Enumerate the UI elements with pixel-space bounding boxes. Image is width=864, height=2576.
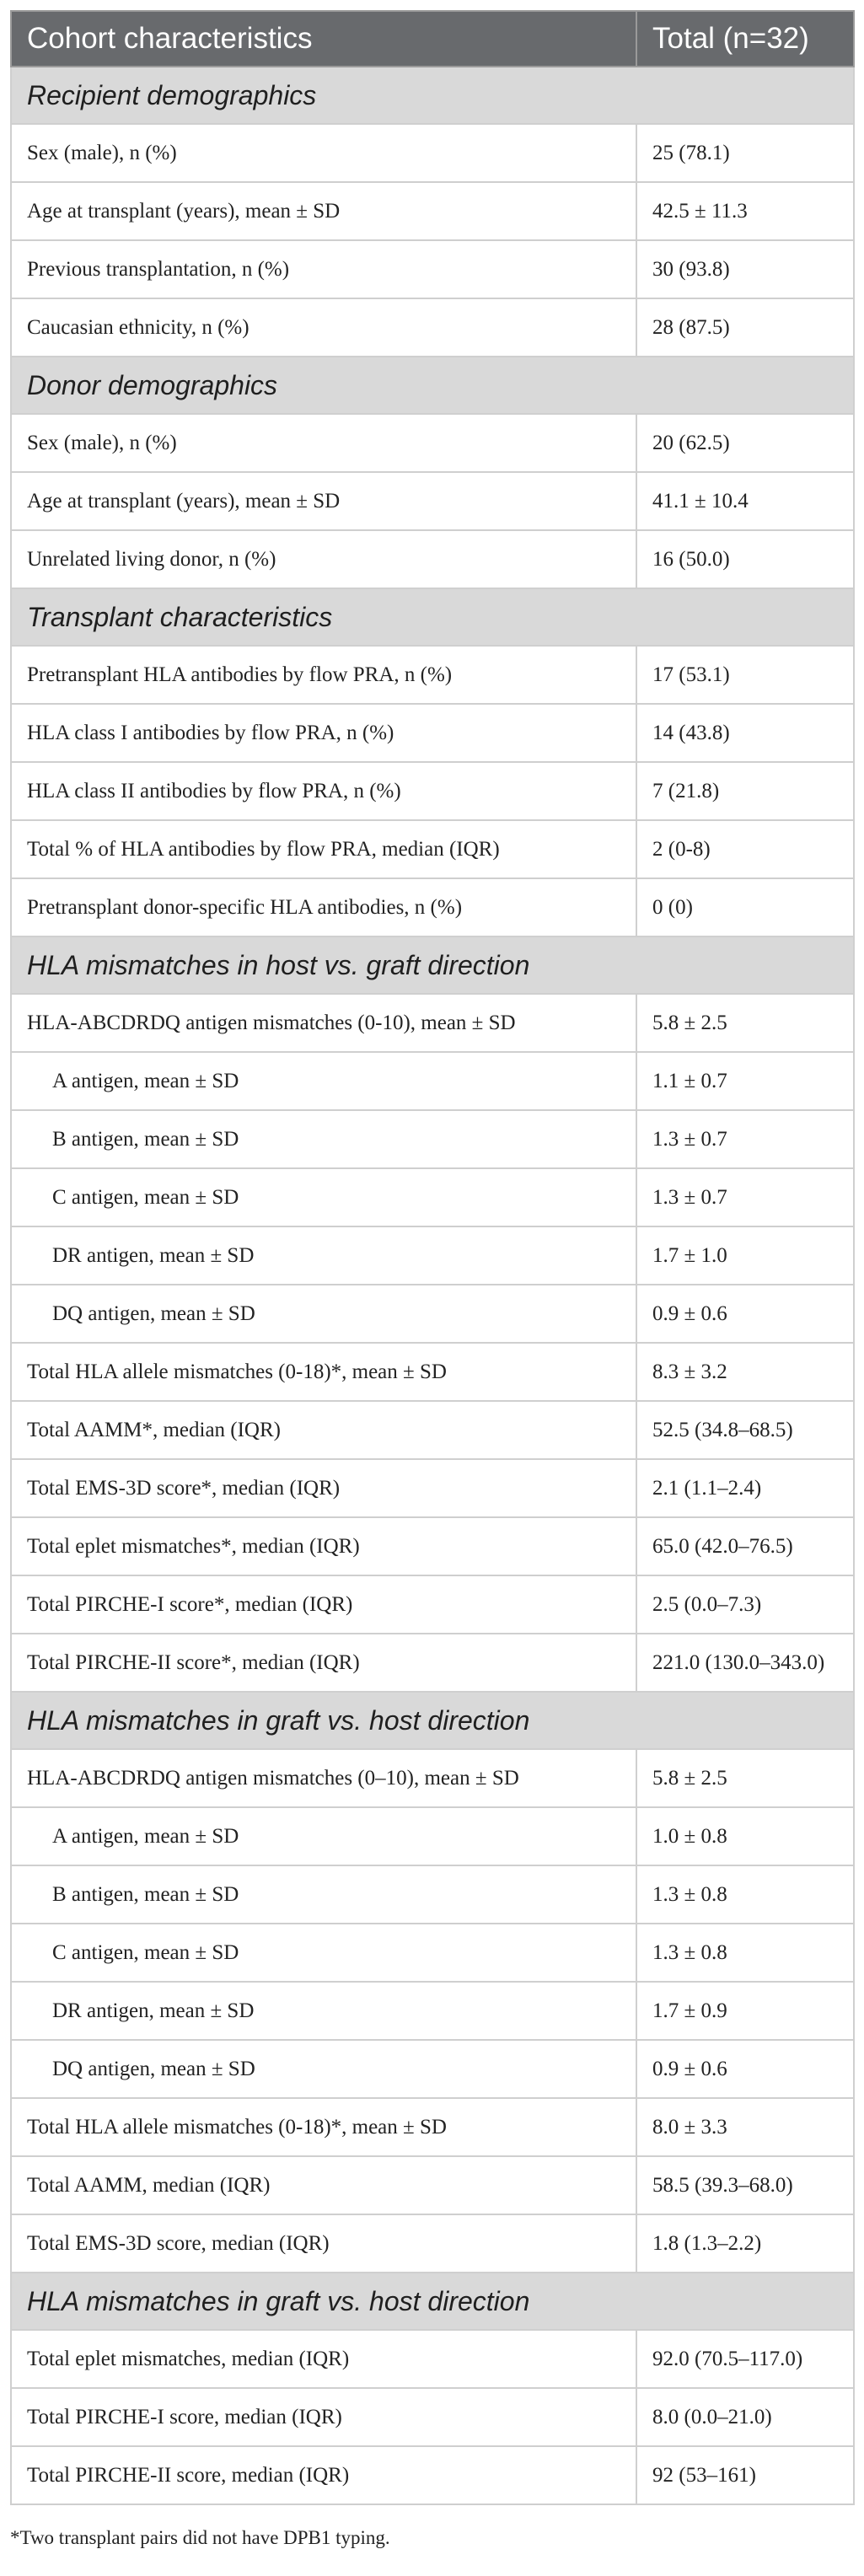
row-value: 16 (50.0) bbox=[636, 530, 854, 588]
table-row bbox=[11, 1924, 854, 1982]
row-label: C antigen, mean ± SD bbox=[11, 1168, 636, 1226]
table-row bbox=[11, 1517, 854, 1575]
row-label: Total eplet mismatches*, median (IQR) bbox=[11, 1517, 636, 1575]
row-value: 52.5 (34.8–68.5) bbox=[636, 1401, 854, 1459]
table-row bbox=[11, 1052, 854, 1110]
table-row bbox=[11, 1110, 854, 1168]
row-value: 8.0 ± 3.3 bbox=[636, 2098, 854, 2156]
table-row bbox=[11, 240, 854, 298]
row-value: 8.3 ± 3.2 bbox=[636, 1343, 854, 1401]
cohort-table bbox=[10, 10, 855, 2505]
table-row bbox=[11, 704, 854, 762]
row-value: 65.0 (42.0–76.5) bbox=[636, 1517, 854, 1575]
table-row bbox=[11, 878, 854, 936]
row-value: 1.0 ± 0.8 bbox=[636, 1807, 854, 1865]
row-label: Total eplet mismatches, median (IQR) bbox=[11, 2330, 636, 2388]
table-row bbox=[11, 2040, 854, 2098]
table-row bbox=[11, 414, 854, 472]
row-label: Total EMS-3D score, median (IQR) bbox=[11, 2214, 636, 2273]
table-row bbox=[11, 124, 854, 182]
section-title: Recipient demographics bbox=[11, 67, 854, 124]
row-label: Total HLA allele mismatches (0-18)*, mean ± SD bbox=[11, 2098, 636, 2156]
table-row bbox=[11, 182, 854, 240]
row-value: 1.7 ± 0.9 bbox=[636, 1982, 854, 2040]
row-label: HLA class II antibodies by flow PRA, n (%) bbox=[11, 762, 636, 820]
table-row bbox=[11, 2388, 854, 2446]
row-value: 58.5 (39.3–68.0) bbox=[636, 2156, 854, 2214]
row-value: 1.7 ± 1.0 bbox=[636, 1226, 854, 1285]
row-value: 221.0 (130.0–343.0) bbox=[636, 1634, 854, 1692]
table-row bbox=[11, 1168, 854, 1226]
row-value: 1.3 ± 0.7 bbox=[636, 1168, 854, 1226]
table-row bbox=[11, 2446, 854, 2504]
row-value: 1.8 (1.3–2.2) bbox=[636, 2214, 854, 2273]
row-label: Age at transplant (years), mean ± SD bbox=[11, 472, 636, 530]
row-value: 41.1 ± 10.4 bbox=[636, 472, 854, 530]
section-header-row bbox=[11, 67, 854, 124]
table-row bbox=[11, 2156, 854, 2214]
row-label: Total PIRCHE-II score*, median (IQR) bbox=[11, 1634, 636, 1692]
row-value: 2 (0-8) bbox=[636, 820, 854, 878]
section-header-row bbox=[11, 357, 854, 414]
row-value: 1.3 ± 0.8 bbox=[636, 1924, 854, 1982]
row-label: A antigen, mean ± SD bbox=[11, 1807, 636, 1865]
table-row bbox=[11, 1634, 854, 1692]
row-value: 0.9 ± 0.6 bbox=[636, 2040, 854, 2098]
section-header-row bbox=[11, 936, 854, 994]
row-value: 1.3 ± 0.8 bbox=[636, 1865, 854, 1924]
row-value: 42.5 ± 11.3 bbox=[636, 182, 854, 240]
table-row bbox=[11, 994, 854, 1052]
row-label: Sex (male), n (%) bbox=[11, 414, 636, 472]
table-row bbox=[11, 646, 854, 704]
table-row bbox=[11, 1343, 854, 1401]
row-label: DR antigen, mean ± SD bbox=[11, 1226, 636, 1285]
table-row bbox=[11, 1575, 854, 1634]
table-row bbox=[11, 1807, 854, 1865]
table-row bbox=[11, 2098, 854, 2156]
row-label: HLA-ABCDRDQ antigen mismatches (0–10), mean ± SD bbox=[11, 1749, 636, 1807]
row-label: Total PIRCHE-I score, median (IQR) bbox=[11, 2388, 636, 2446]
table-body bbox=[11, 11, 854, 2504]
table-row bbox=[11, 472, 854, 530]
row-label: B antigen, mean ± SD bbox=[11, 1110, 636, 1168]
row-label: Sex (male), n (%) bbox=[11, 124, 636, 182]
table-row bbox=[11, 1459, 854, 1517]
row-value: 92.0 (70.5–117.0) bbox=[636, 2330, 854, 2388]
header-total: Total (n=32) bbox=[636, 11, 854, 67]
section-header-row bbox=[11, 2273, 854, 2330]
row-label: Total HLA allele mismatches (0-18)*, mean ± SD bbox=[11, 1343, 636, 1401]
table-row bbox=[11, 1749, 854, 1807]
table-row bbox=[11, 1285, 854, 1343]
section-header-row bbox=[11, 1692, 854, 1749]
table-row bbox=[11, 762, 854, 820]
row-label: B antigen, mean ± SD bbox=[11, 1865, 636, 1924]
row-value: 2.1 (1.1–2.4) bbox=[636, 1459, 854, 1517]
row-value: 0.9 ± 0.6 bbox=[636, 1285, 854, 1343]
row-label: Total EMS-3D score*, median (IQR) bbox=[11, 1459, 636, 1517]
row-value: 20 (62.5) bbox=[636, 414, 854, 472]
section-title: HLA mismatches in graft vs. host direction bbox=[11, 1692, 854, 1749]
row-label: Total PIRCHE-II score, median (IQR) bbox=[11, 2446, 636, 2504]
row-label: Caucasian ethnicity, n (%) bbox=[11, 298, 636, 357]
row-label: Pretransplant HLA antibodies by flow PRA, n (%) bbox=[11, 646, 636, 704]
row-value: 7 (21.8) bbox=[636, 762, 854, 820]
section-title: Donor demographics bbox=[11, 357, 854, 414]
row-label: Total AAMM, median (IQR) bbox=[11, 2156, 636, 2214]
table-row bbox=[11, 298, 854, 357]
row-value: 8.0 (0.0–21.0) bbox=[636, 2388, 854, 2446]
section-title: Transplant characteristics bbox=[11, 588, 854, 646]
table-row bbox=[11, 820, 854, 878]
section-title: HLA mismatches in host vs. graft direction bbox=[11, 936, 854, 994]
row-value: 0 (0) bbox=[636, 878, 854, 936]
row-value: 17 (53.1) bbox=[636, 646, 854, 704]
table-row bbox=[11, 530, 854, 588]
row-label: DQ antigen, mean ± SD bbox=[11, 2040, 636, 2098]
row-label: HLA class I antibodies by flow PRA, n (%) bbox=[11, 704, 636, 762]
table-row bbox=[11, 2214, 854, 2273]
row-value: 1.1 ± 0.7 bbox=[636, 1052, 854, 1110]
table-row bbox=[11, 1401, 854, 1459]
table-row bbox=[11, 2330, 854, 2388]
row-label: HLA-ABCDRDQ antigen mismatches (0-10), mean ± SD bbox=[11, 994, 636, 1052]
row-label: Total % of HLA antibodies by flow PRA, median (IQR) bbox=[11, 820, 636, 878]
table-header-row bbox=[11, 11, 854, 67]
section-title: HLA mismatches in graft vs. host direction bbox=[11, 2273, 854, 2330]
row-value: 1.3 ± 0.7 bbox=[636, 1110, 854, 1168]
header-characteristics: Cohort characteristics bbox=[11, 11, 636, 67]
table-row bbox=[11, 1865, 854, 1924]
row-value: 14 (43.8) bbox=[636, 704, 854, 762]
row-label: DR antigen, mean ± SD bbox=[11, 1982, 636, 2040]
row-label: C antigen, mean ± SD bbox=[11, 1924, 636, 1982]
row-label: Previous transplantation, n (%) bbox=[11, 240, 636, 298]
row-value: 5.8 ± 2.5 bbox=[636, 1749, 854, 1807]
row-label: Unrelated living donor, n (%) bbox=[11, 530, 636, 588]
section-header-row bbox=[11, 588, 854, 646]
row-value: 25 (78.1) bbox=[636, 124, 854, 182]
table-row bbox=[11, 1226, 854, 1285]
row-label: DQ antigen, mean ± SD bbox=[11, 1285, 636, 1343]
row-value: 5.8 ± 2.5 bbox=[636, 994, 854, 1052]
table-row bbox=[11, 1982, 854, 2040]
row-value: 92 (53–161) bbox=[636, 2446, 854, 2504]
row-label: A antigen, mean ± SD bbox=[11, 1052, 636, 1110]
table-footnote: *Two transplant pairs did not have DPB1 typing. bbox=[10, 2527, 390, 2548]
row-value: 28 (87.5) bbox=[636, 298, 854, 357]
row-label: Pretransplant donor-specific HLA antibodies, n (%) bbox=[11, 878, 636, 936]
row-label: Total PIRCHE-I score*, median (IQR) bbox=[11, 1575, 636, 1634]
row-label: Age at transplant (years), mean ± SD bbox=[11, 182, 636, 240]
row-value: 2.5 (0.0–7.3) bbox=[636, 1575, 854, 1634]
row-label: Total AAMM*, median (IQR) bbox=[11, 1401, 636, 1459]
row-value: 30 (93.8) bbox=[636, 240, 854, 298]
